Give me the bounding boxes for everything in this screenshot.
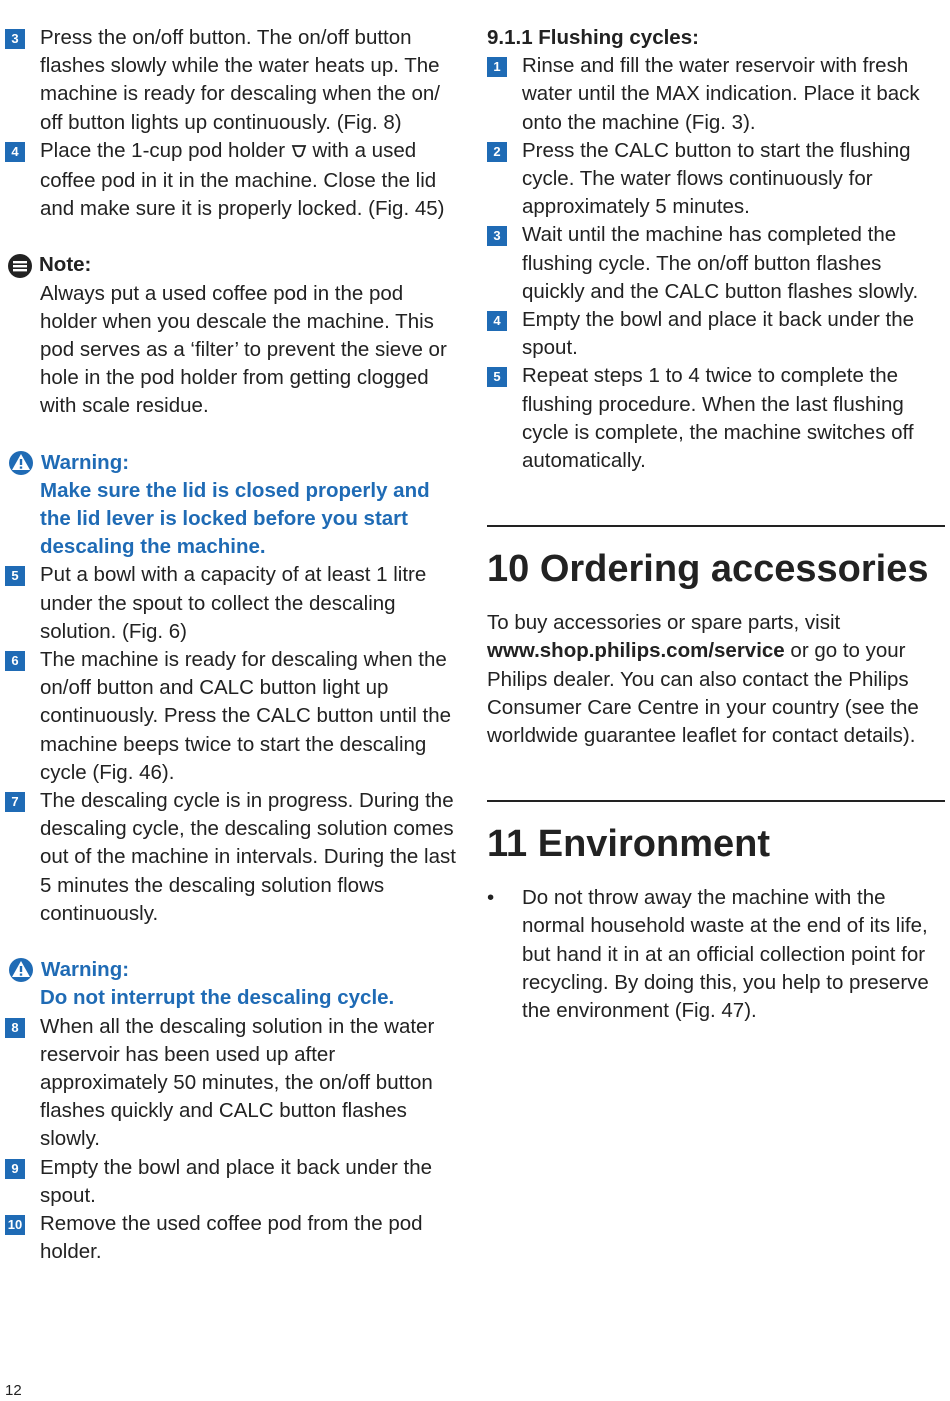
step-text: Rinse and fill the water reservoir with fresh water until the MAX indication. Place it back onto the machine (Fig. 3). <box>522 54 920 134</box>
step-number: 5 <box>487 367 507 387</box>
step-4 <box>5 137 460 224</box>
step-number: 3 <box>5 29 25 49</box>
flushing-heading: 9.1.1 Flushing cycles: <box>487 26 699 49</box>
note-heading <box>5 251 460 279</box>
note-icon <box>7 253 33 279</box>
step-text: When all the descaling solution in the water reservoir has been used up after approximately 50 minutes, the on/off button flashes quickly and CALC button flashes slowly. <box>40 1014 435 1151</box>
flushing-step-1 <box>487 52 947 137</box>
warning-icon <box>7 450 35 476</box>
step-text: Put a bowl with a capacity of at least 1 litre under the spout to collect the descaling solution. (Fig. 6) <box>40 563 427 643</box>
step-text: Remove the used coffee pod from the pod holder. <box>40 1211 423 1264</box>
flushing-step-2 <box>487 137 947 222</box>
shop-link[interactable]: www.shop.philips.com/service <box>487 639 785 663</box>
step-number: 10 <box>5 1215 25 1235</box>
step-5 <box>5 561 460 646</box>
note-text: Always put a used coffee pod in the pod holder when you descale the machine. This pod serves as a ‘filter’ to prevent the sieve or hole in the pod holder from getting clogged with scale residue. <box>40 281 447 418</box>
step-8 <box>5 1013 460 1154</box>
step-number: 1 <box>487 57 507 77</box>
step-number: 7 <box>5 792 25 812</box>
step-text: The descaling cycle is in progress. During the descaling cycle, the descaling solution comes out of the machine in intervals. During the last 5 minutes the descaling solution flows continuously. <box>40 789 456 925</box>
warning-icon <box>7 957 35 983</box>
warning-heading <box>5 449 460 477</box>
step-3 <box>5 24 460 137</box>
flushing-step-5 <box>487 362 947 475</box>
step-number: 4 <box>5 142 25 162</box>
step-number: 8 <box>5 1018 25 1038</box>
step-number: 2 <box>487 142 507 162</box>
note-label: Note: <box>39 253 92 277</box>
step-number: 6 <box>5 651 25 671</box>
environment-text: Do not throw away the machine with the normal household waste at the end of its life, but hand it in at an official collection point for recycling. By doing this, you help to preserve the environment (Fig. 47). <box>522 886 929 1023</box>
step-text: Repeat steps 1 to 4 twice to complete the flushing procedure. When the last flushing cycle is complete, the machine switches off automatically. <box>522 364 914 473</box>
step-9 <box>5 1154 460 1210</box>
step-number: 3 <box>487 226 507 246</box>
section-title-accessories: 10 Ordering accessories <box>487 548 929 591</box>
step-number: 9 <box>5 1159 25 1179</box>
warning-heading <box>5 956 460 984</box>
page-number: 12 <box>5 1382 22 1399</box>
step-text: Place the 1-cup pod holder <box>40 138 286 162</box>
step-text: with a used coffee pod in it in the machine. Close the lid and make sure it is properly locked. (Fig. 45) <box>40 138 445 221</box>
warning-text: Do not interrupt the descaling cycle. <box>40 986 395 1010</box>
accessories-text-rest: or go to your Philips dealer. You can also contact the Philips Consumer Care Centre in your country (see the worldwide guarantee leaflet for contact details). <box>487 639 919 748</box>
step-text: Press the on/off button. The on/off button flashes slowly while the water heats up. The machine is ready for descaling when the on/ off button lights up continuously. (Fig. 8) <box>40 26 440 134</box>
warning-label: Warning: <box>41 958 130 982</box>
step-number: 4 <box>487 311 507 331</box>
step-text: Press the CALC button to start the flushing cycle. The water flows continuously for approximately 5 minutes. <box>522 138 911 219</box>
accessories-text-intro: To buy accessories or spare parts, visit <box>487 611 841 635</box>
flushing-step-3 <box>487 221 947 306</box>
flushing-step-4 <box>487 306 947 362</box>
pod-holder-icon <box>291 139 307 167</box>
warning-text: Make sure the lid is closed properly and the lid lever is locked before you start descaling the machine. <box>40 478 430 559</box>
right-column <box>487 24 947 1025</box>
step-number: 5 <box>5 566 25 586</box>
step-text: The machine is ready for descaling when the on/off button and CALC button light up continuously. Press the CALC button until the machine beeps twice to start the descaling cycle (Fig. 46). <box>40 648 451 784</box>
step-7 <box>5 787 460 928</box>
step-6 <box>5 646 460 787</box>
accessories-text <box>487 609 947 750</box>
left-column <box>5 24 460 1266</box>
step-text: Empty the bowl and place it back under the spout. <box>40 1155 433 1207</box>
step-text: Wait until the machine has completed the flushing cycle. The on/off button flashes quickly and the CALC button flashes slowly. <box>522 223 919 303</box>
bullet-marker: • <box>487 886 495 910</box>
section-title-environment: 11 Environment <box>487 823 770 866</box>
step-10 <box>5 1210 460 1266</box>
warning-label: Warning: <box>41 450 130 474</box>
environment-bullet-item <box>487 884 947 1025</box>
step-text: Empty the bowl and place it back under the spout. <box>522 308 915 360</box>
